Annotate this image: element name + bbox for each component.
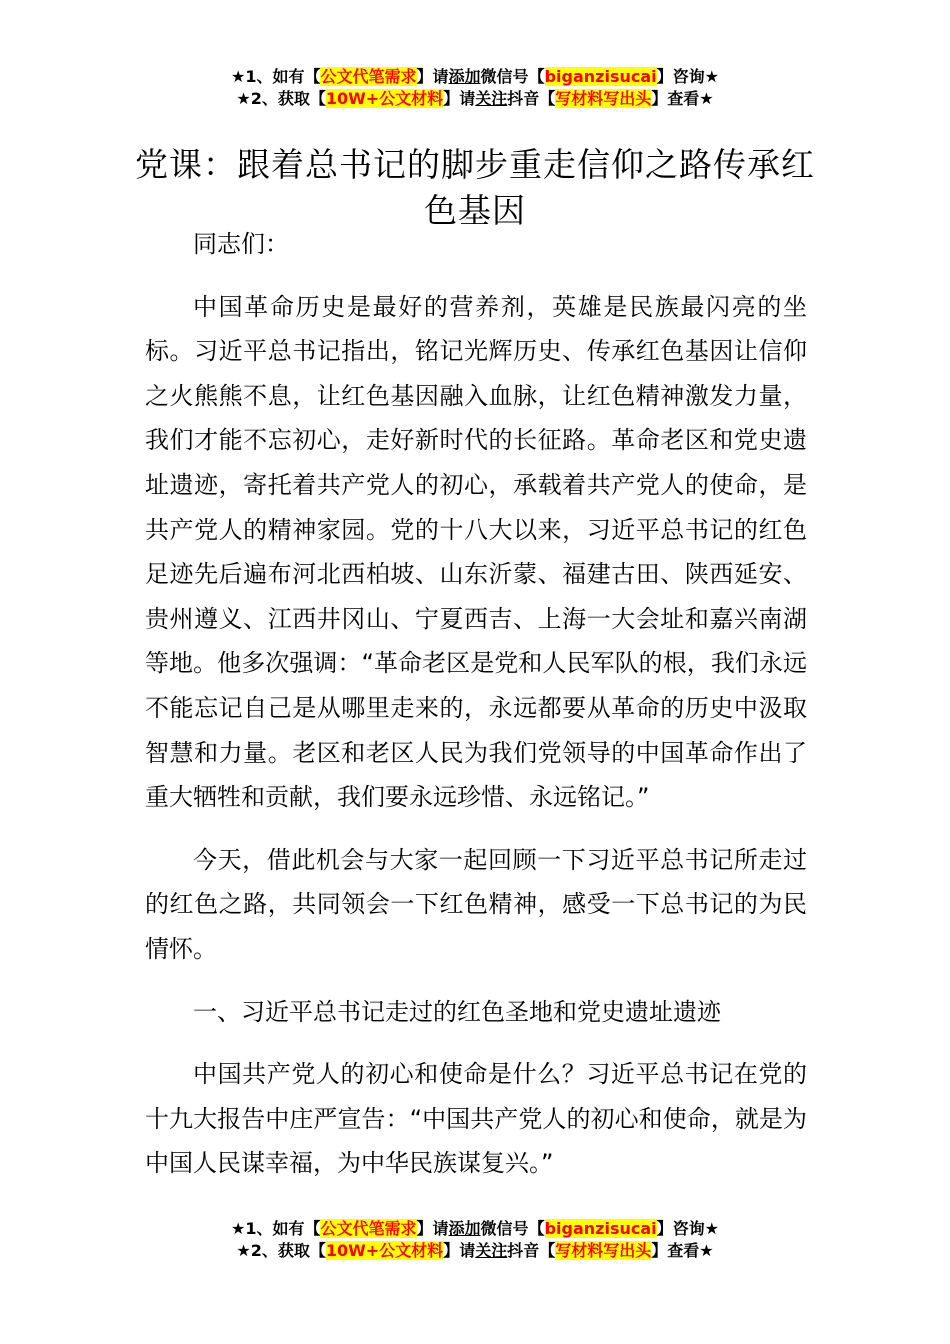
promo-bracket-close: 】 xyxy=(416,1219,433,1238)
promo-bracket-open: 【 xyxy=(539,89,556,108)
promo-bracket-close: 】 xyxy=(416,67,433,86)
promo-highlight-materials: 10W+公文材料 xyxy=(325,89,444,108)
promo-star-prefix: ★1、如有 xyxy=(230,1219,305,1238)
promo-bracket-open: 【 xyxy=(304,67,321,86)
salutation-paragraph: 同志们： xyxy=(193,230,289,258)
promo-highlight-service: 公文代笔需求 xyxy=(320,1219,417,1238)
promo-line-1 xyxy=(0,66,950,88)
promo-line-2 xyxy=(0,88,950,110)
promo-underlined-text: 关注 xyxy=(475,1241,508,1260)
promo-bracket-open: 【 xyxy=(309,1241,326,1260)
promo-text: 微信号 xyxy=(480,67,529,86)
document-body xyxy=(145,222,807,1204)
promo-text: 微信号 xyxy=(480,1219,529,1238)
promo-star-prefix: ★1、如有 xyxy=(230,67,305,86)
promo-header xyxy=(0,66,950,110)
promo-highlight-service: 公文代笔需求 xyxy=(320,67,417,86)
promo-text: 请 xyxy=(432,1219,449,1238)
promo-highlight-materials: 10W+公文材料 xyxy=(325,1241,444,1260)
promo-star-prefix: ★2、获取 xyxy=(236,89,310,108)
promo-underlined-text: 添加 xyxy=(448,67,481,86)
promo-bracket-close: 】 xyxy=(651,89,668,108)
promo-suffix: 查看★ xyxy=(667,89,714,108)
promo-bracket-close: 】 xyxy=(443,89,460,108)
promo-underlined-text: 关注 xyxy=(475,89,508,108)
promo-bracket-open: 【 xyxy=(539,1241,556,1260)
promo-suffix: 咨询★ xyxy=(672,1219,720,1238)
promo-star-prefix: ★2、获取 xyxy=(236,1241,310,1260)
promo-bracket-open: 【 xyxy=(528,67,545,86)
section-heading: 一、习近平总书记走过的红色圣地和党史遗址遗迹 xyxy=(193,997,721,1026)
promo-bracket-close: 】 xyxy=(651,1241,668,1260)
promo-highlight-wechat-id: biganzisucai xyxy=(544,1219,657,1238)
document-title: 党课：跟着总书记的脚步重走信仰之路传承红色基因 xyxy=(135,145,815,231)
promo-highlight-douyin-id: 写材料写出头 xyxy=(555,89,652,108)
promo-text: 抖音 xyxy=(507,1241,540,1260)
promo-suffix: 查看★ xyxy=(667,1241,714,1260)
promo-bracket-open: 【 xyxy=(528,1219,545,1238)
promo-text: 请 xyxy=(459,1241,476,1260)
body-paragraph: 今天，借此机会与大家一起回顾一下习近平总书记所走过的红色之路，共同领会一下红色精神，感受一下总书记的为民情怀。 xyxy=(145,845,807,963)
promo-line-1 xyxy=(0,1218,950,1240)
promo-underlined-text: 添加 xyxy=(448,1219,481,1238)
promo-highlight-douyin-id: 写材料写出头 xyxy=(555,1241,652,1260)
promo-bracket-close: 】 xyxy=(443,1241,460,1260)
promo-bracket-close: 】 xyxy=(656,1219,673,1238)
promo-text: 请 xyxy=(432,67,449,86)
promo-suffix: 咨询★ xyxy=(672,67,720,86)
promo-text: 请 xyxy=(459,89,476,108)
body-paragraph: 中国革命历史是最好的营养剂，英雄是民族最闪亮的坐标。习近平总书记指出，铭记光辉历史、传承红色基因让信仰之火熊熊不息，让红色基因融入血脉，让红色精神激发力量，我们才能不忘初心，走好新时代的长征路。革命老区和党史遗址遗迹，寄托着共产党人的初心，承载着共产党人的使命，是共产党人的精神家园。党的十八大以来，习近平总书记的红色足迹先后遍布河北西柏坡、山东沂蒙、福建古田、陕西延安、贵州遵义、江西井冈山、宁夏西吉、上海一大会址和嘉兴南湖等地。他多次强调：“革命老区是党和人民军队的根，我们永远不能忘记自己是从哪里走来的，永远都要从革命的历史中汲取智慧和力量。老区和老区人民为我们党领导的中国革命作出了重大牺牲和贡献，我们要永远珍惜、永远铭记。” xyxy=(145,292,807,812)
promo-bracket-open: 【 xyxy=(309,89,326,108)
promo-bracket-open: 【 xyxy=(304,1219,321,1238)
promo-line-2 xyxy=(0,1240,950,1262)
promo-footer xyxy=(0,1218,950,1262)
promo-highlight-wechat-id: biganzisucai xyxy=(544,67,657,86)
promo-text: 抖音 xyxy=(507,89,540,108)
promo-bracket-close: 】 xyxy=(656,67,673,86)
body-paragraph: 中国共产党人的初心和使命是什么？习近平总书记在党的十九大报告中庄严宣告：“中国共产党人的初心和使命，就是为中国人民谋幸福，为中华民族谋复兴。” xyxy=(145,1060,807,1178)
